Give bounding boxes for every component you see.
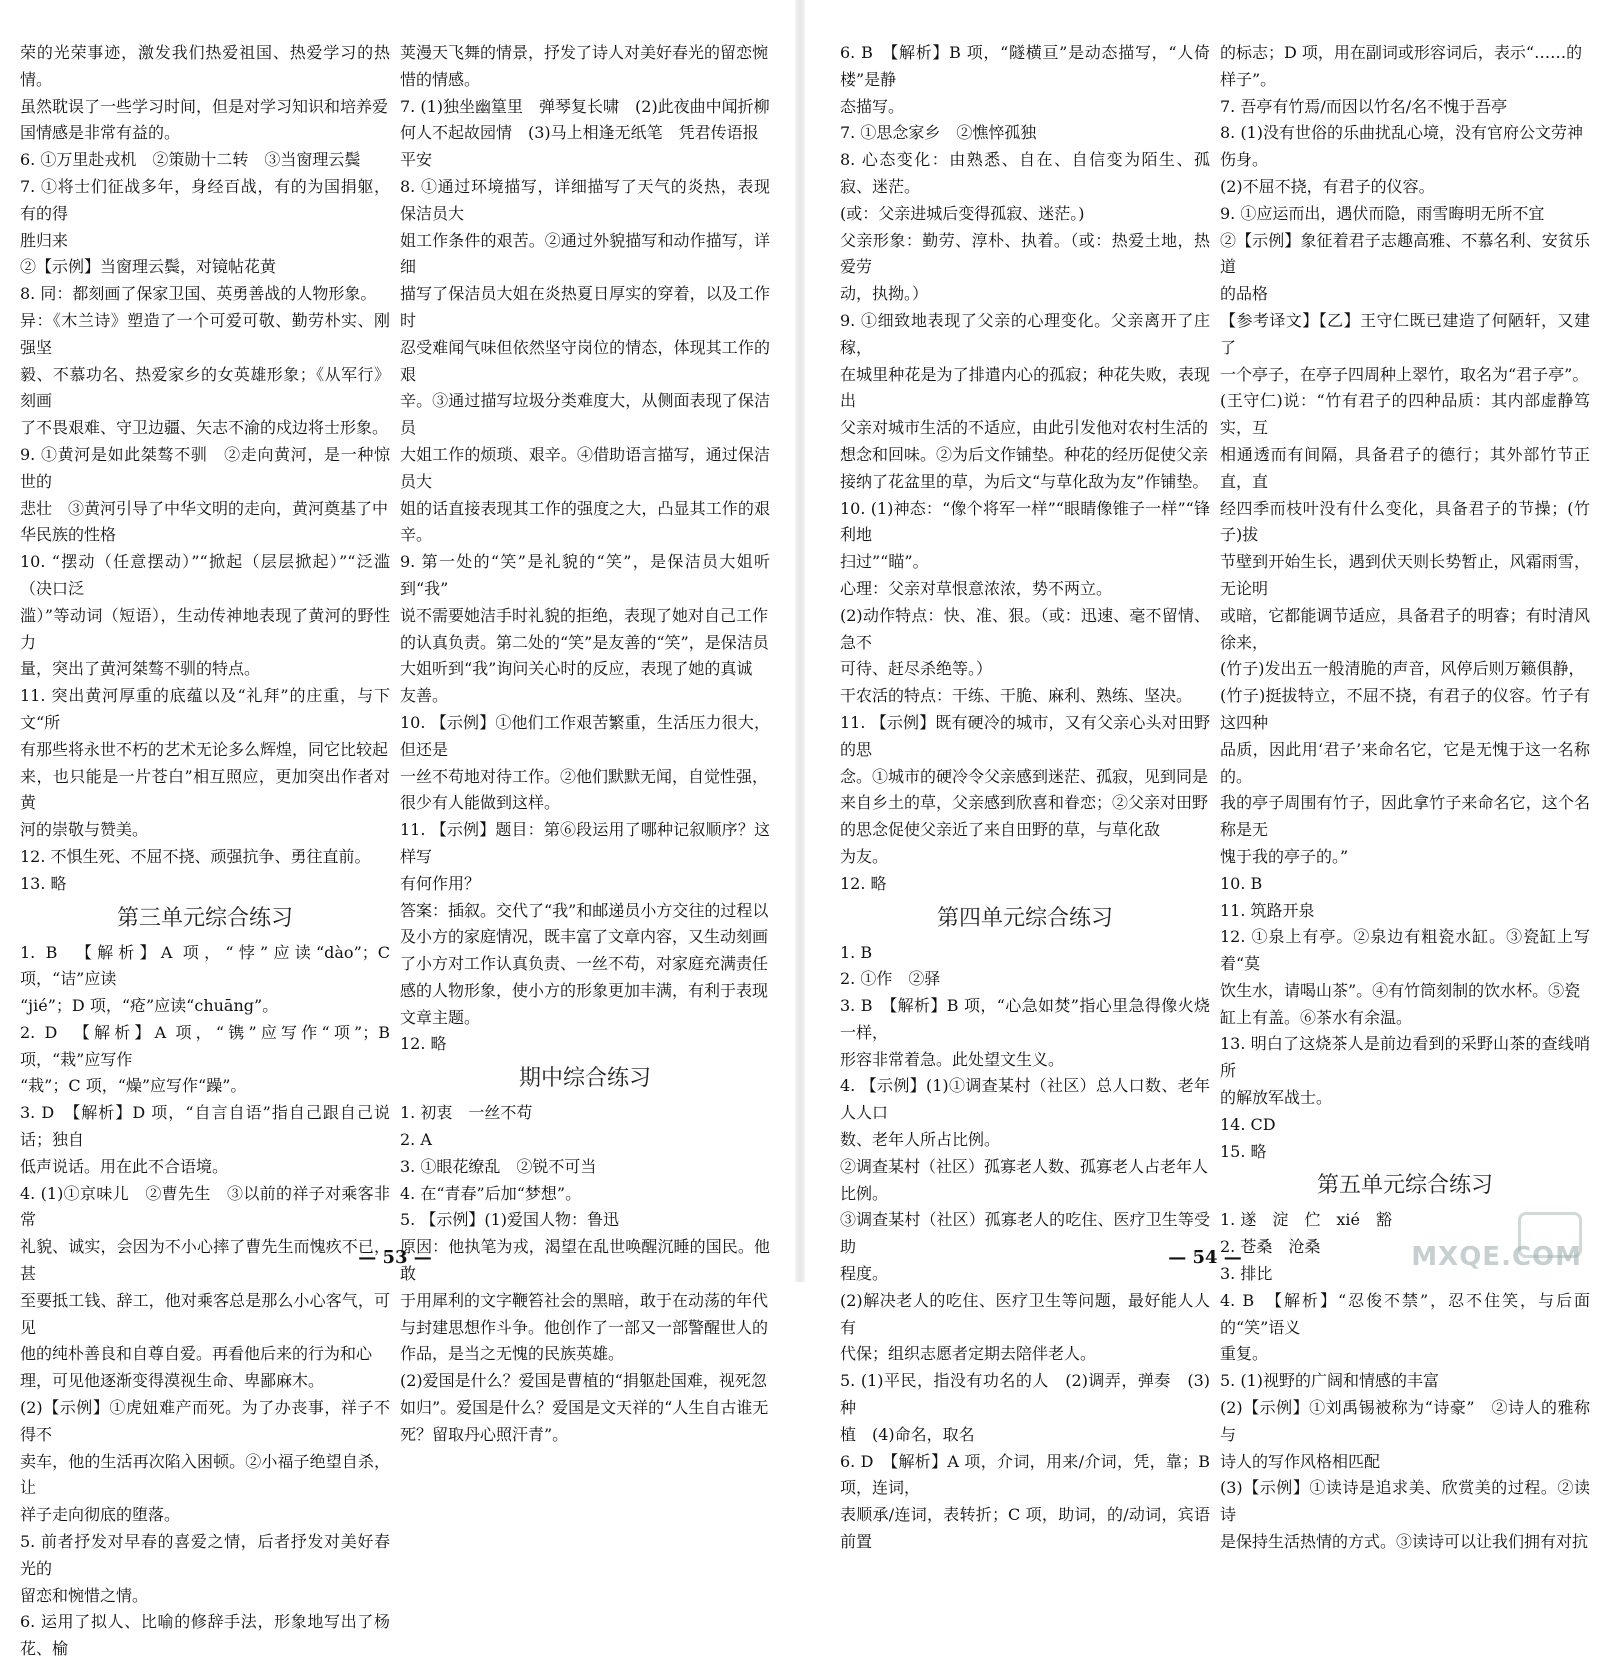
answer-line: 1. 初衷 一丝不苟 bbox=[400, 1103, 533, 1123]
page-number-53: — 53 — bbox=[358, 1247, 432, 1268]
answer-line: 9. 第一处的“笑”是礼貌的“笑”，是保洁员大姐听到“我” bbox=[400, 552, 770, 598]
answer-line: 或暗，它都能调节适应，具备君子的明睿；有时清风徐来， bbox=[1220, 605, 1590, 652]
answer-line: 念。①城市的硬冷令父亲感到迷茫、孤寂，见到同是 bbox=[840, 766, 1209, 786]
answer-line: 11. 筑路开泉 bbox=[1220, 900, 1315, 920]
answer-line: 文章主题。 bbox=[400, 1007, 481, 1027]
answer-line: 国情感是非常有益的。 bbox=[20, 123, 181, 143]
answer-line: 卖车，他的生活再次陷入困顿。②小福子绝望自杀，让 bbox=[20, 1451, 390, 1498]
answer-line: 大姐工作的烦琐、艰辛。④借助语言描写，通过保洁员大 bbox=[400, 444, 770, 491]
answer-line: 我的亭子周围有竹子，因此拿竹子来命名它，这个名称是无 bbox=[1220, 793, 1590, 840]
answer-line: 12. 不惧生死、不屈不挠、顽强抗争、勇往直前。 bbox=[20, 846, 371, 866]
answer-line: 河的崇敬与赞美。 bbox=[20, 820, 149, 840]
answer-line: 低声说话。用在此不合语境。 bbox=[20, 1156, 229, 1176]
answer-line: ②【示例】象征着君子志趣高雅、不慕名利、安贫乐道 bbox=[1220, 230, 1590, 277]
answer-line: 礼貌、诚实，会因为不小心摔了曹先生而愧疚不已，甚 bbox=[20, 1237, 390, 1284]
answer-line: 姐工作条件的艰苦。②通过外貌描写和动作描写，详细 bbox=[400, 230, 770, 277]
section-heading: 第四单元综合练习 bbox=[936, 905, 1113, 931]
answer-line: 虽然耽误了一些学习时间，但是对学习知识和培养爱 bbox=[20, 96, 389, 116]
answer-line: 为友。 bbox=[840, 846, 889, 866]
answer-line: (2)爱国是什么？爱国是曹植的“捐躯赴国难，视死忽 bbox=[400, 1371, 767, 1391]
answer-line: 伤身。 bbox=[1220, 150, 1269, 170]
answer-line: 7. ①思念家乡 ②憔悴孤独 bbox=[840, 123, 1037, 143]
answer-line: 的认真负责。第二处的“笑”是友善的“笑”，是保洁员 bbox=[400, 632, 769, 652]
answer-line: 10. “摆动（任意摆动）”“掀起（层层掀起）”“泛滥（决口泛 bbox=[20, 552, 390, 598]
answer-line: 经四季而枝叶没有什么变化，具备君子的节操；(竹子)拔 bbox=[1220, 498, 1590, 545]
answer-line: 相通透而有间隔，具备君子的德行；其外部竹节正直，直 bbox=[1220, 444, 1590, 491]
answer-line: 可待、赶尽杀绝等。） bbox=[840, 659, 993, 679]
answer-line: 重复。 bbox=[1220, 1344, 1269, 1364]
answer-line: 心理：父亲对草恨意浓浓，势不两立。 bbox=[840, 578, 1113, 598]
answer-line: 及小方的家庭情况，既丰富了文章内容，又生动刻画 bbox=[400, 927, 769, 947]
answer-line: 11. 【示例】题目：第⑥段运用了哪种记叙顺序？这样写 bbox=[400, 820, 770, 866]
answer-line: 9. ①细致地表现了父亲的心理变化。父亲离开了庄稼， bbox=[840, 310, 1210, 357]
answer-line: 数、老年人所占比例。 bbox=[840, 1130, 1001, 1150]
answer-line: 祥子走向彻底的堕落。 bbox=[20, 1505, 181, 1525]
answer-line: 5. (1)平民，指没有功名的人 (2)调弄，弹奏 (3)种 bbox=[840, 1371, 1210, 1418]
answer-line: “栽”；C 项，“燥”应写作“躁”。 bbox=[20, 1076, 247, 1096]
answer-line: 感的人物形象，使小方的形象更加丰满，有利于表现 bbox=[400, 980, 769, 1000]
answer-line: 2. ①作 ②驿 bbox=[840, 969, 941, 989]
answer-line: 7. ①将士们征战多年，身经百战，有的为国捐躯，有的得 bbox=[20, 176, 390, 223]
answer-line: 在城里种花是为了排遣内心的孤寂；种花失败，表现出 bbox=[840, 364, 1210, 411]
answer-line: 9. ①应运而出，遇伏而隐，雨雪晦明无所不宜 bbox=[1220, 203, 1545, 223]
answer-line: 2. 苍桑 沧桑 bbox=[1220, 1237, 1321, 1257]
answer-line: 描写了保洁员大姐在炎热夏日厚实的穿着，以及工作时 bbox=[400, 284, 770, 330]
answer-line: (2)不屈不挠，有君子的仪容。 bbox=[1220, 176, 1435, 196]
answer-line: 动，执拗。） bbox=[840, 284, 929, 304]
answer-line: 2. D 【解析】A 项，“镌”应写作“项”；B 项，“栽”应写作 bbox=[20, 1022, 390, 1069]
answer-line: 品质，因此用‘君子’来命名它，它是无愧于这一名称的。 bbox=[1220, 739, 1590, 786]
answer-line: 代保；组织志愿者定期去陪伴老人。 bbox=[840, 1344, 1097, 1364]
answer-line: 死？留取丹心照汗青”。 bbox=[400, 1424, 569, 1444]
answer-line: 辛。③通过描写垃圾分类难度大，从侧面表现了保洁员 bbox=[400, 391, 770, 438]
answer-line: 11. 【示例】既有硬冷的城市，又有父亲心头对田野的思 bbox=[840, 712, 1210, 759]
answer-line: 4. (1)①京味儿 ②曹先生 ③以前的祥子对乘客非常 bbox=[20, 1183, 390, 1230]
site-watermark bbox=[1411, 1212, 1582, 1272]
answer-line: 平安 bbox=[400, 150, 433, 170]
answer-line: 干农活的特点：干练、干脆、麻利、熟练、坚决。 bbox=[840, 686, 1193, 706]
answer-line: 10. B bbox=[1220, 873, 1263, 893]
answer-line: 接纳了花盆里的草，为后文“与草化敌为友”作铺垫。 bbox=[840, 471, 1209, 491]
answer-line: 是保持生活热情的方式。③读诗可以让我们拥有对抗 bbox=[1220, 1532, 1589, 1552]
answer-line: 13. 略 bbox=[20, 873, 67, 893]
answer-line: 程度。 bbox=[840, 1264, 889, 1284]
answer-line: 了小方对工作认真负责、一丝不苟，对家庭充满责任 bbox=[400, 954, 769, 974]
answer-line: ②调查某村（社区）孤寡老人数、孤寡老人占老年人 bbox=[840, 1156, 1209, 1176]
answer-line: 大姐听到“我”询问关心时的反应，表现了她的真诚 bbox=[400, 659, 753, 679]
answer-line: 说不需要她洁手时礼貌的拒绝，表现了她对自己工作 bbox=[400, 605, 769, 625]
answer-line: 【参考译文】【乙】王守仁既已建造了何陋轩，又建了 bbox=[1220, 310, 1590, 357]
answer-line: 7. 吾亭有竹焉/而因以竹名/名不愧于吾亭 bbox=[1220, 96, 1508, 116]
book-gutter bbox=[795, 0, 805, 1282]
answer-line: 友善。 bbox=[400, 686, 449, 706]
answer-line: 滥）”等动词（短语），生动传神地表现了黄河的野性力 bbox=[20, 605, 390, 652]
answer-line: 8. (1)没有世俗的乐曲扰乱心境，没有官府公文劳神 bbox=[1220, 123, 1584, 143]
answer-line: 2. A bbox=[400, 1130, 432, 1150]
answer-page-54 bbox=[810, 0, 1600, 1552]
answer-line: 惜的情感。 bbox=[400, 69, 481, 89]
answer-line: 有何作用？ bbox=[400, 873, 481, 893]
answer-line: (3)【示例】①读诗是追求美、欣赏美的过程。②读诗 bbox=[1220, 1478, 1590, 1525]
answer-line: 姐的话直接表现其工作的强度之大，凸显其工作的艰辛。 bbox=[400, 498, 770, 545]
answer-line: (竹子)挺拔特立，不屈不挠，有君子的仪容。竹子有这四种 bbox=[1220, 686, 1590, 732]
answer-line: 10. (1)神态：“像个将军一样”“眼睛像锥子一样”“锋利地 bbox=[840, 498, 1210, 545]
answer-line: 5. 前者抒发对早春的喜爱之情，后者抒发对美好春光的 bbox=[20, 1532, 390, 1578]
answer-line: 态描写。 bbox=[840, 96, 905, 116]
answer-line: 作品，是当之无愧的民族英雄。 bbox=[400, 1344, 625, 1364]
answer-line: 3. 排比 bbox=[1220, 1264, 1273, 1284]
answer-line: 答案：插叙。交代了“我”和邮递员小方交往的过程以 bbox=[400, 900, 769, 920]
answer-line: 5. (1)视野的广阔和情感的丰富 bbox=[1220, 1371, 1440, 1391]
answer-line: 1. 遂 淀 伫 xié 豁 bbox=[1220, 1210, 1392, 1230]
answer-line: 父亲形象：勤劳、淳朴、执着。（或：热爱土地，热爱劳 bbox=[840, 230, 1210, 277]
answer-line: 荚漫天飞舞的情景，抒发了诗人对美好春光的留恋惋 bbox=[400, 43, 769, 62]
answer-line: 何人不起故园情 (3)马上相逢无纸笔 凭君传语报 bbox=[400, 123, 759, 143]
page-53-right-column bbox=[400, 40, 770, 1444]
answer-line: 6. ①万里赴戎机 ②策勋十二转 ③当窗理云鬓 bbox=[20, 150, 361, 170]
answer-line: 他的纯朴善良和自尊自爱。再看他后来的行为和心 bbox=[20, 1344, 373, 1364]
answer-line: 9. ①黄河是如此桀骜不驯 ②走向黄河，是一种惊世的 bbox=[20, 444, 390, 491]
answer-line: 15. 略 bbox=[1220, 1141, 1267, 1161]
page-number-54: — 54 — bbox=[1168, 1247, 1242, 1268]
answer-line: 来，也只能是一片苍白”相互照应，更加突出作者对黄 bbox=[20, 766, 390, 813]
answer-line: 来自乡土的草，父亲感到欣喜和眷恋；②父亲对田野 bbox=[840, 793, 1209, 813]
answer-line: “jié”；D 项，“疮”应读“chuāng”。 bbox=[20, 996, 279, 1016]
answer-line: 荣的光荣事迹，激发我们热爱祖国、热爱学习的热情。 bbox=[20, 43, 390, 89]
answer-line: 了不畏艰难、守卫边疆、矢志不渝的戍边将士形象。 bbox=[20, 418, 389, 438]
answer-line: (2)解决老人的吃住、医疗卫生等问题，最好能人人有 bbox=[840, 1290, 1210, 1337]
answer-line: 诗人的写作风格相匹配 bbox=[1220, 1451, 1381, 1471]
answer-line: 4. 【示例】(1)①调查某村（社区）总人口数、老年人人口 bbox=[840, 1076, 1210, 1123]
page-53-left-column bbox=[20, 40, 390, 1659]
answer-line: 父亲对城市生活的不适应，由此引发他对农村生活的 bbox=[840, 418, 1209, 438]
answer-line: 想念和回味。②为后文作铺垫。种花的经历促使父亲 bbox=[840, 444, 1209, 464]
answer-line: 5. 【示例】(1)爱国人物：鲁迅 bbox=[400, 1210, 620, 1230]
answer-line: 于用犀利的文字鞭笞社会的黑暗，敢于在动荡的年代 bbox=[400, 1290, 769, 1310]
answer-line: 异：《木兰诗》塑造了一个可爱可敬、勤劳朴实、刚强坚 bbox=[20, 310, 390, 357]
answer-line: 理，可见他逐渐变得漠视生命、卑鄙麻木。 bbox=[20, 1371, 325, 1391]
answer-line: 12. 略 bbox=[840, 873, 887, 893]
answer-line: 6. 运用了拟人、比喻的修辞手法，形象地写出了杨花、榆 bbox=[20, 1612, 390, 1659]
answer-line: 8. ①通过环境描写，详细描写了天气的炎热，表现保洁员大 bbox=[400, 176, 770, 223]
answer-line: 8. 同：都刻画了保家卫国、英勇善战的人物形象。 bbox=[20, 284, 377, 304]
answer-line: 6. D 【解析】A 项，介词，用来/介词，凭，靠；B 项，连词， bbox=[840, 1451, 1210, 1498]
answer-line: 形容非常着急。此处望文生义。 bbox=[840, 1049, 1065, 1069]
answer-line: 忍受难闻气味但依然坚守岗位的情态，体现其工作的艰 bbox=[400, 337, 770, 384]
answer-line: 一丝不苟地对待工作。②他们默默无闻，自觉性强， bbox=[400, 766, 769, 786]
answer-line: ③调查某村（社区）孤寡老人的吃住、医疗卫生等受助 bbox=[840, 1210, 1210, 1257]
answer-line: 与封建思想作斗争。他创作了一部又一部警醒世人的 bbox=[400, 1317, 769, 1337]
answer-line: 留恋和惋惜之情。 bbox=[20, 1585, 149, 1605]
answer-line: 扫过”“瞄”。 bbox=[840, 552, 929, 572]
answer-line: 4. B 【解析】“忍俊不禁”，忍不住笑，与后面的“笑”语义 bbox=[1220, 1290, 1590, 1337]
answer-line: 一个亭子，在亭子四周种上翠竹，取名为“君子亭”。 bbox=[1220, 364, 1589, 384]
answer-line: 有那些将永世不朽的艺术无论多么辉煌，同它比较起 bbox=[20, 739, 389, 759]
answer-line: 量，突出了黄河桀骜不驯的特点。 bbox=[20, 659, 261, 679]
answer-line: (或：父亲进城后变得孤寂、迷茫。) bbox=[840, 203, 1085, 223]
answer-line: (2)【示例】①刘禹锡被称为“诗豪” ②诗人的雅称与 bbox=[1220, 1398, 1590, 1444]
answer-line: 植 (4)命名，取名 bbox=[840, 1424, 975, 1444]
answer-line: 胜归来 bbox=[20, 230, 69, 250]
section-heading: 第三单元综合练习 bbox=[116, 905, 293, 931]
answer-line: 6. B 【解析】B 项，“隧横亘”是动态描写，“人倚楼”是静 bbox=[840, 43, 1210, 89]
answer-line: 7. (1)独坐幽篁里 弹琴复长啸 (2)此夜曲中闻折柳 bbox=[400, 96, 770, 116]
answer-line: 12. ①泉上有亭。②泉边有粗瓷水缸。③瓷缸上写着“莫 bbox=[1220, 927, 1590, 974]
answer-line: 1. B 【解析】A 项，“悖”应读“dào”；C 项，“诘”应读 bbox=[20, 942, 390, 989]
answer-line: 表顺承/连词，表转折；C 项，助词，的/动词，宾语前置 bbox=[840, 1505, 1210, 1552]
answer-line: 1. B bbox=[840, 942, 873, 962]
answer-line: 的思念促使父亲近了来自田野的草，与草化敌 bbox=[840, 820, 1161, 840]
answer-line: 节壁到开始生长，遇到伏天则长势暂止，风霜雨雪，无论明 bbox=[1220, 552, 1590, 598]
answer-line: 愧于我的亭子的。” bbox=[1220, 846, 1349, 866]
answer-line: 12. 略 bbox=[400, 1034, 447, 1054]
answer-page-53 bbox=[0, 0, 790, 1659]
answer-line: 如归”。爱国是什么？爱国是文天祥的“人生自古谁无 bbox=[400, 1398, 769, 1418]
answer-line: 8. 心态变化：由熟悉、自在、自信变为陌生、孤寂、迷茫。 bbox=[840, 150, 1210, 196]
answer-line: 比例。 bbox=[840, 1183, 889, 1203]
section-heading: 第五单元综合练习 bbox=[1316, 1173, 1493, 1199]
answer-line: 原因：他执笔为戎，渴望在乱世唤醒沉睡的国民。他敢 bbox=[400, 1237, 770, 1284]
answer-line: ②【示例】当窗理云鬓，对镜帖花黄 bbox=[20, 257, 277, 277]
answer-line: 的品格 bbox=[1220, 284, 1269, 304]
answer-line: 华民族的性格 bbox=[20, 525, 117, 545]
answer-line: 的标志；D 项，用在副词或形容词后，表示“……的 bbox=[1220, 43, 1583, 62]
answer-line: 3. D 【解析】D 项，“自言自语”指自己跟自己说话；独自 bbox=[20, 1103, 390, 1150]
answer-line: 很少有人能做到这样。 bbox=[400, 793, 561, 813]
answer-line: 14. CD bbox=[1220, 1114, 1276, 1134]
answer-line: 4. 在“青春”后加“梦想”。 bbox=[400, 1183, 582, 1203]
answer-line: 11. 突出黄河厚重的底蕴以及“礼拜”的庄重，与下文“所 bbox=[20, 686, 390, 732]
answer-line: 悲壮 ③黄河引导了中华文明的走向，黄河奠基了中 bbox=[20, 498, 389, 518]
answer-line: 毅、不慕功名、热爱家乡的女英雄形象；《从军行》刻画 bbox=[20, 364, 390, 411]
answer-line: (2)【示例】①虎妞难产而死。为了办丧事，祥子不得不 bbox=[20, 1398, 390, 1444]
answer-line: (王守仁)说：“竹有君子的四种品质：其内部虚静笃实，互 bbox=[1220, 391, 1590, 438]
watermark-text: MXQE.COM bbox=[1411, 1242, 1582, 1272]
answer-line: (竹子)发出五一般清脆的声音，风停后则万籁俱静， bbox=[1220, 659, 1585, 679]
answer-line: 缸上有盖。⑥茶水有余温。 bbox=[1220, 1007, 1413, 1027]
answer-line: 至要抵工钱、辞工，他对乘客总是那么小心客气，可见 bbox=[20, 1290, 390, 1337]
answer-line: 的解放军战士。 bbox=[1220, 1088, 1333, 1108]
answer-line: 3. ①眼花缭乱 ②锐不可当 bbox=[400, 1156, 597, 1176]
answer-line: (2)动作特点：快、准、狠。（或：迅速、毫不留情、急不 bbox=[840, 605, 1210, 652]
answer-line: 样子”。 bbox=[1220, 69, 1277, 89]
answer-line: 13. 明白了这烧茶人是前边看到的采野山茶的查线哨所 bbox=[1220, 1034, 1590, 1081]
answer-line: 10. 【示例】①他们工作艰苦繁重，生活压力很大，但还是 bbox=[400, 712, 770, 759]
answer-line: 3. B 【解析】B 项，“心急如焚”指心里急得像火烧一样， bbox=[840, 996, 1210, 1042]
section-heading: 期中综合练习 bbox=[518, 1066, 651, 1092]
answer-line: 饮生水，请喝山茶”。④有竹筒刻制的饮水杯。⑤瓷 bbox=[1220, 980, 1581, 1000]
